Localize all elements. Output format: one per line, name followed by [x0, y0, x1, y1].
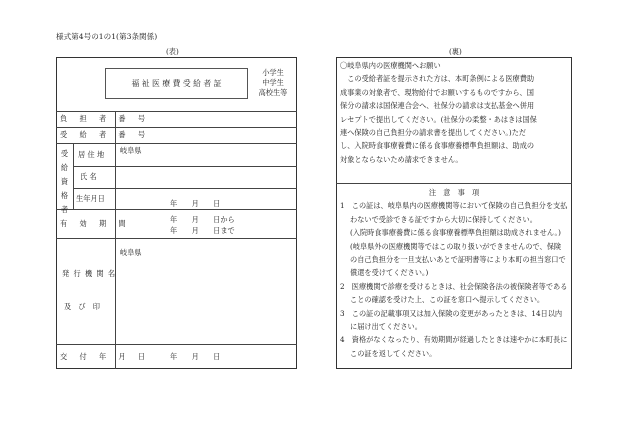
grade-elementary: 小学生	[262, 68, 284, 77]
payer-number-label: 負 担 者 番 号	[60, 114, 151, 123]
notice-line: 対象とならないため請求できません。	[340, 154, 463, 164]
qualified-person-label: 受 給 資 格 者	[60, 149, 69, 214]
validity-from: 年 月 日から	[170, 215, 235, 224]
back-side-label: (裏)	[449, 47, 462, 56]
issue-date-label: 交 付 年 月 日	[60, 352, 151, 361]
certificate-title-box	[105, 68, 248, 99]
note-item: 3 この証の記載事項又は加入保険の変更があったときは、14日以内に届け出てください。	[340, 308, 563, 332]
front-side-label: (表)	[166, 47, 179, 56]
grade-list	[256, 68, 290, 98]
issuer-label: 発 行 機 関 名	[62, 269, 117, 278]
birth-date-value: 年 月 日	[170, 199, 221, 208]
address-value: 岐阜県	[120, 146, 142, 155]
notice-line: 成事業の対象者で、現物給付でお願いするものですから、国	[340, 87, 534, 97]
notice-title: 〇岐阜県内の医療機関へお願い	[340, 61, 441, 70]
note-item: 1 この証は、岐阜県内の医療機関等において保険の自己負担分を支払わないで受診できる証ですから大切に保持してください。	[340, 201, 568, 224]
birth-date-label: 生年月日	[76, 194, 105, 203]
notice-line: この受給者証を提示された方は、本町条例による医療費助	[340, 74, 535, 84]
note-item: 4 資格がなくなったり、有効期間が経過したときは速やかに本町長にこの証を返してください。	[340, 335, 568, 358]
address-label: 居 住 地	[78, 150, 105, 159]
notes-heading: 注 意 事 項	[428, 188, 480, 197]
recipient-number-label: 受 給 者 番 号	[60, 130, 151, 139]
note-item: 2 医療機関で診療を受けるときは、社会保険各法の被保険者等であることの確認を受けた上、この証を窓口へ提示してください。	[340, 281, 568, 305]
note-item: (入院時食事療養費に係る食事療養標準負担額は助成されません。)	[350, 228, 561, 238]
notice-line: レセプトで提出してください。(社保分の柔整・あはきは国保	[340, 114, 537, 124]
issuer-value: 岐阜県	[120, 248, 142, 257]
certificate-title: 福 祉 医 療 費 受 給 者 証	[131, 79, 222, 88]
note-item: (岐阜県外の医療機関等ではこの取り扱いができませんので、保険の自己負担分を一旦支払いあとで証明書等により本町の担当窓口で償還を受けてください。)	[350, 241, 566, 278]
notes-section	[340, 186, 568, 360]
notice-line: 保分の請求は国保連合会へ、社保分の請求は支払基金へ併用	[340, 101, 535, 111]
grade-high-school: 高校生等	[258, 88, 288, 97]
validity-to: 年 月 日まで	[170, 226, 235, 235]
name-label: 氏 名	[80, 172, 97, 181]
form-number: 様式第4号の1の1(第3条関係)	[56, 32, 158, 41]
validity-period-label: 有 効 期 間	[60, 219, 131, 228]
grade-junior-high: 中学生	[262, 78, 284, 87]
issue-date-value: 年 月 日	[170, 352, 221, 361]
seal-label: 及 び 印	[64, 302, 100, 311]
medical-institution-notice	[340, 59, 570, 166]
notice-line: 連へ保険の自己負担分の請求書を提出してください。)ただ	[340, 128, 527, 138]
notice-line: し、入院時食事療養費に係る食事療養標準負担額は、助成の	[340, 141, 535, 151]
